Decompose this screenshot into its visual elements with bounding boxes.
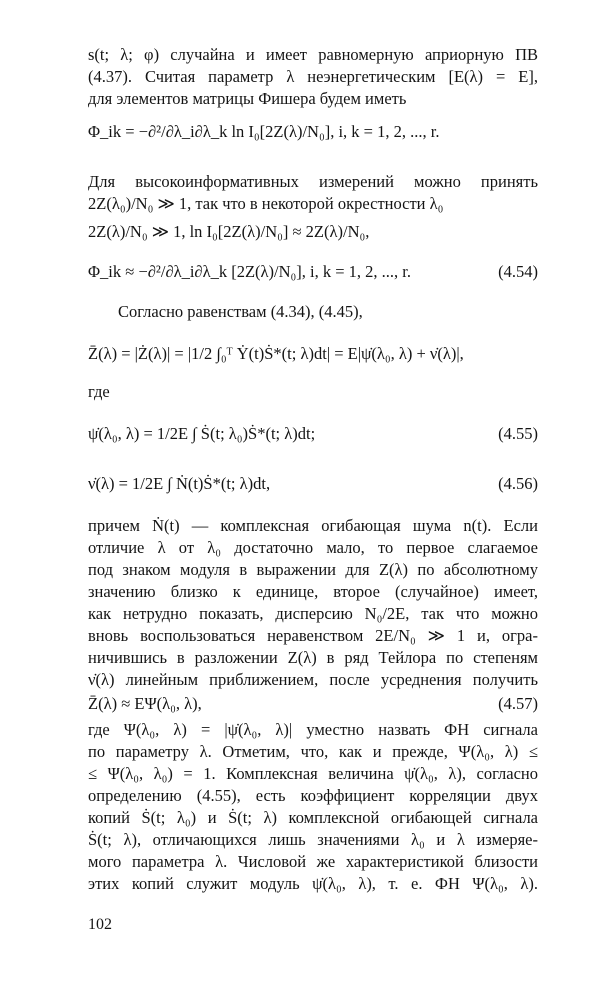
equation-zbar — [88, 344, 538, 364]
equation-4-55 — [88, 424, 538, 444]
eq-number-4-57: (4.57) — [498, 694, 538, 713]
text-line-18: ≤ Ψ(λ₀, λ₀) = 1. Комплексная величина ψ̇(λ₀, λ), согласно — [88, 764, 538, 783]
text-line-13: вновь воспользоваться неравенством 2E/N₀ ≫ 1 и, огра- — [88, 626, 538, 645]
text-line-5: 2Z(λ₀)/N₀ ≫ 1, так что в некоторой окрестности λ₀ — [88, 194, 444, 213]
text-line-21: Ṡ(t; λ), отличающихся лишь значениями λ₀ и λ измеряе- — [88, 830, 538, 849]
equation-4-57 — [88, 694, 538, 714]
equation-4-54 — [88, 262, 538, 282]
text-line-15: ν̇(λ) линейным приближением, после усреднения получить — [88, 670, 538, 689]
text-line-20: копий Ṡ(t; λ₀) и Ṡ(t; λ) комплексной огибающей сигнала — [88, 808, 538, 827]
text-line-23: этих копий служит модуль ψ̇(λ₀, λ), т. е. ФН Ψ(λ₀, λ). — [88, 874, 538, 893]
text-line-11: значению близко к единице, второе (случайное) имеет, — [88, 582, 538, 601]
eq-cond-text: 2Z(λ)/N₀ ≫ 1, ln I₀[2Z(λ)/N₀] ≈ 2Z(λ)/N₀, — [88, 222, 370, 241]
text-line-2: (4.37). Считая параметр λ неэнергетическим [E(λ) = E], — [88, 67, 538, 86]
eq-fisher-text: Φ_ik = −∂²/∂λ_i∂λ_k ln I₀[2Z(λ)/N₀], i, k = 1, 2, ..., r. — [88, 122, 440, 141]
text-line-7: где — [88, 382, 110, 401]
text-line-4: Для высокоинформативных измерений можно принять — [88, 172, 538, 191]
eq-454-text: Φ_ik ≈ −∂²/∂λ_i∂λ_k [2Z(λ)/N₀], i, k = 1, 2, ..., r. — [88, 262, 411, 281]
text-line-16: где Ψ(λ₀, λ) = |ψ̇(λ₀, λ)| уместно назвать ФН сигнала — [88, 720, 538, 739]
eq-457-text: Z̄(λ) ≈ EΨ(λ₀, λ), — [88, 694, 202, 713]
text-line-10: под знаком модуля в выражении для Z(λ) по абсолютному — [88, 560, 538, 579]
eq-number-4-56: (4.56) — [498, 474, 538, 493]
eq-number-4-54: (4.54) — [498, 262, 538, 281]
text-line-19: определению (4.55), есть коэффициент корреляции двух — [88, 786, 538, 805]
text-line-9: отличие λ от λ₀ достаточно мало, то первое слагаемое — [88, 538, 538, 557]
text-line-3: для элементов матрицы Фишера будем иметь — [88, 89, 407, 108]
text-line-6: Согласно равенствам (4.34), (4.45), — [118, 302, 363, 321]
equation-fisher — [88, 122, 538, 142]
equation-condition — [88, 222, 538, 242]
eq-456-text: ν̇(λ) = 1/2E ∫ Ṅ(t)Ṡ*(t; λ)dt, — [88, 474, 271, 493]
eq-zbar-text: Z̄(λ) = |Ż(λ)| = |1/2 ∫₀ᵀ Ẏ(t)Ṡ*(t; λ)dt| = E|ψ̇(λ₀, λ) + ν̇(λ)|, — [88, 344, 464, 363]
page-number: 102 — [88, 916, 112, 933]
text-line-17: по параметру λ. Отметим, что, как и прежде, Ψ(λ₀, λ) ≤ — [88, 742, 538, 761]
text-line-14: ничившись в разложении Z(λ) в ряд Тейлора по степеням — [88, 648, 538, 667]
text-line-12: как нетрудно показать, дисперсию N₀/2E, так что можно — [88, 604, 538, 623]
text-line-22: мого параметра λ. Числовой же характеристикой близости — [88, 852, 538, 871]
text-line-1: s(t; λ; φ) случайна и имеет равномерную априорную ПВ — [88, 45, 538, 64]
equation-4-56 — [88, 474, 538, 494]
text-line-8: причем Ṅ(t) — комплексная огибающая шума n(t). Если — [88, 516, 538, 535]
eq-455-text: ψ̇(λ₀, λ) = 1/2E ∫ Ṡ(t; λ₀)Ṡ*(t; λ)dt; — [88, 424, 316, 443]
eq-number-4-55: (4.55) — [498, 424, 538, 443]
